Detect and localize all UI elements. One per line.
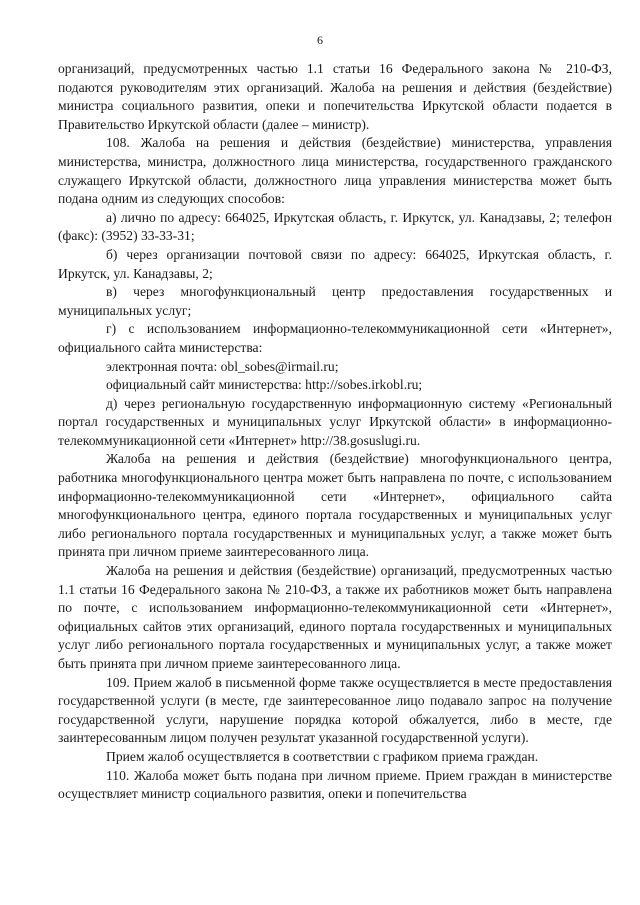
paragraph-item-v: в) через многофункциональный центр предоставления государственных и муниципальных услуг; [58,284,612,318]
paragraph-109: 109. Прием жалоб в письменной форме также осуществляется в месте предоставления государственной услуги (в месте, где заинтересованное лицо подавало запрос на получение государственной услуги, нарушение порядка которой обжалуется, либо в месте, где заинтересованным лицом получен результат указанной государственной услуги). [58,674,612,746]
paragraph-item-g: г) с использованием информационно-телекоммуникационной сети «Интернет», официального сайта министерства: [58,321,612,355]
paragraph-email: электронная почта: obl_sobes@irmail.ru; [106,358,339,374]
paragraph-item-b: б) через организации почтовой связи по адресу: 664025, Иркутская область, г. Иркутск, ул. Канадзавы, 2; [58,246,612,281]
paragraph-continuation: организаций, предусмотренных частью 1.1 статьи 16 Федерального закона № 210-ФЗ, подаются руководителям этих организаций. Жалоба на решения и действия (бездействие) министра социального развития, опеки и попечительства Иркутской области подается в Правительство Иркутской области (далее – министр). [58,61,612,132]
paragraph-item-a: а) лично по адресу: 664025, Иркутская область, г. Иркутск, ул. Канадзавы, 2; телефон (факс): (3952) 33-33-31; [58,209,612,244]
paragraph-108: 108. Жалоба на решения и действия (бездействие) министерства, управления министерства, министра, должностного лица министерства, государственного гражданского служащего Иркутской области, должностного лица управления министерства может быть подана одним из следующих способов: [58,135,612,207]
paragraph-mfc-complaint: Жалоба на решения и действия (бездействие) многофункционального центра, работника многофункционального центра может быть направлена по почте, с использованием информационно-телекоммуникационной сети «Интернет», официального сайта многофункционального центра, единого портала государственных и муниципальных услуг либо регионального портала государственных и муниципальных услуг, а также может быть принята при личном приеме заинтересованного лица. [58,451,612,560]
document-body [58,60,612,804]
paragraph-organizations-complaint: Жалоба на решения и действия (бездействие) организаций, предусмотренных частью 1.1 статьи 16 Федерального закона № 210-ФЗ, а также их работников может быть направлена по почте, с использованием информационно-телекоммуникационной сети «Интернет», официальных сайтов этих организаций, единого портала государственных и муниципальных услуг либо регионального портала государственных и муниципальных услуг, а также может быть принята при личном приеме заинтересованного лица. [58,563,612,671]
paragraph-website: официальный сайт министерства: http://sobes.irkobl.ru; [106,377,423,393]
paragraph-schedule: Прием жалоб осуществляется в соответствии с графиком приема граждан. [106,748,539,764]
paragraph-110: 110. Жалоба может быть подана при личном приеме. Прием граждан в министерстве осуществляет министр социального развития, опеки и попечительства [58,767,612,802]
paragraph-item-d: д) через региональную государственную информационную систему «Региональный портал государственных и муниципальных услуг Иркутской области» в информационно-телекоммуникационной сети «Интернет» http://38.gosuslugi.ru. [58,395,612,448]
page-number: 6 [317,33,323,47]
